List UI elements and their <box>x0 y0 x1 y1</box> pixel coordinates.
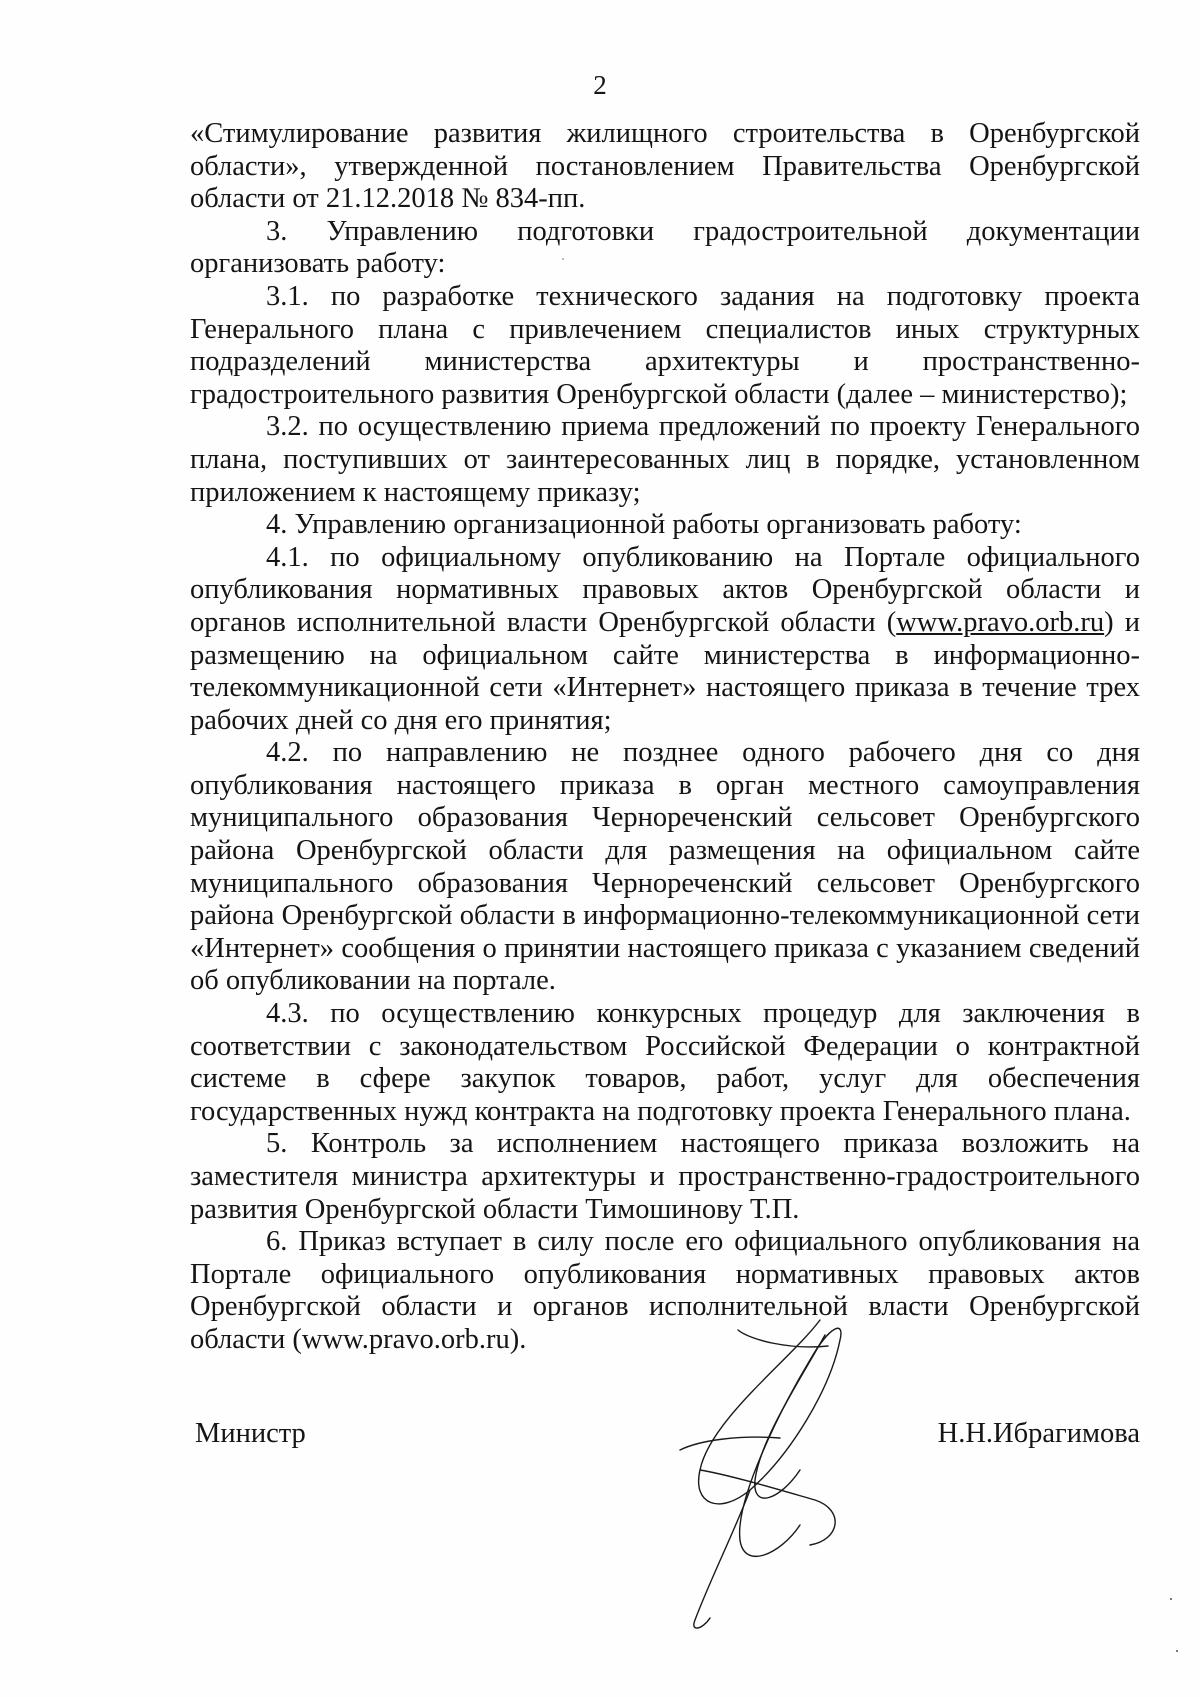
paragraph-3-1: 3.1. по разработке технического задания на подготовку проекта Генерального плана с привлечением специалистов иных структурных подразделений министерства архитектуры и пространственно-градостроительного развития Оренбургской области (далее – министерство); <box>190 280 1140 410</box>
scan-speck <box>1170 1598 1172 1600</box>
signer-position: Министр <box>195 1418 306 1449</box>
handwritten-signature <box>640 1300 940 1640</box>
paragraph-4-1 <box>190 542 1140 738</box>
document-body <box>190 118 1140 1357</box>
scan-speck <box>562 258 564 260</box>
paragraph-4-1-text-before-link: 4.1. по официальному опубликованию на Портале официального опубликования нормативных правовых актов Оренбургской области и органов исполнительной власти Оренбургской области ( <box>190 541 1140 638</box>
paragraph-intro-continuation: «Стимулирование развития жилищного строительства в Оренбургской области», утвержденной постановлением Правительства Оренбургской области от 21.12.2018 № 834-пп. <box>190 118 1140 215</box>
paragraph-4-1-text-after-link: ) и размещению на официальном сайте министерства в информационно-телекоммуникационной сети «Интернет» настоящего приказа в течение трех рабочих дней со дня его принятия; <box>190 606 1140 736</box>
paragraph-6: 6. Приказ вступает в силу после его официального опубликования на Портале официального опубликования нормативных правовых актов Оренбургской области и органов исполнительной власти Оренбургской области (www.pravo.orb.ru). <box>190 1226 1140 1355</box>
paragraph-4: 4. Управлению организационной работы организовать работу: <box>266 509 1022 541</box>
page-number: 2 <box>593 70 607 100</box>
paragraph-4-3: 4.3. по осуществлению конкурсных процедур для заключения в соответствии с законодательством Российской Федерации о контрактной системе в сфере закупок товаров, работ, услуг для обеспечения государственных нужд контракта на подготовку проекта Генерального плана. <box>190 998 1140 1127</box>
paragraph-3: 3. Управлению подготовки градостроительной документации организовать работу: <box>190 215 1140 280</box>
pravo-link[interactable]: www.pravo.orb.ru <box>896 606 1105 638</box>
paragraph-4-2: 4.2. по направлению не позднее одного рабочего дня со дня опубликования настоящего приказа в орган местного самоуправления муниципального образования Чернореченский сельсовет Оренбургского района Оренбургской области для размещения на официальном сайте муниципального образования Чернореченский сельсовет Оренбургского района Оренбургской области в информационно-телекоммуникационной сети «Интернет» сообщения о принятии настоящего приказа с указанием сведений об опубликовании на портале. <box>190 737 1140 997</box>
signer-name: Н.Н.Ибрагимова <box>937 1418 1140 1449</box>
paragraph-3-2: 3.2. по осуществлению приема предложений по проекту Генерального плана, поступивших от заинтересованных лиц в порядке, установленном приложением к настоящему приказу; <box>190 411 1140 508</box>
scan-speck <box>1176 1650 1178 1652</box>
paragraph-5: 5. Контроль за исполнением настоящего приказа возложить на заместителя министра архитектуры и пространственно-градостроительного развития Оренбургской области Тимошинову Т.П. <box>190 1128 1140 1225</box>
